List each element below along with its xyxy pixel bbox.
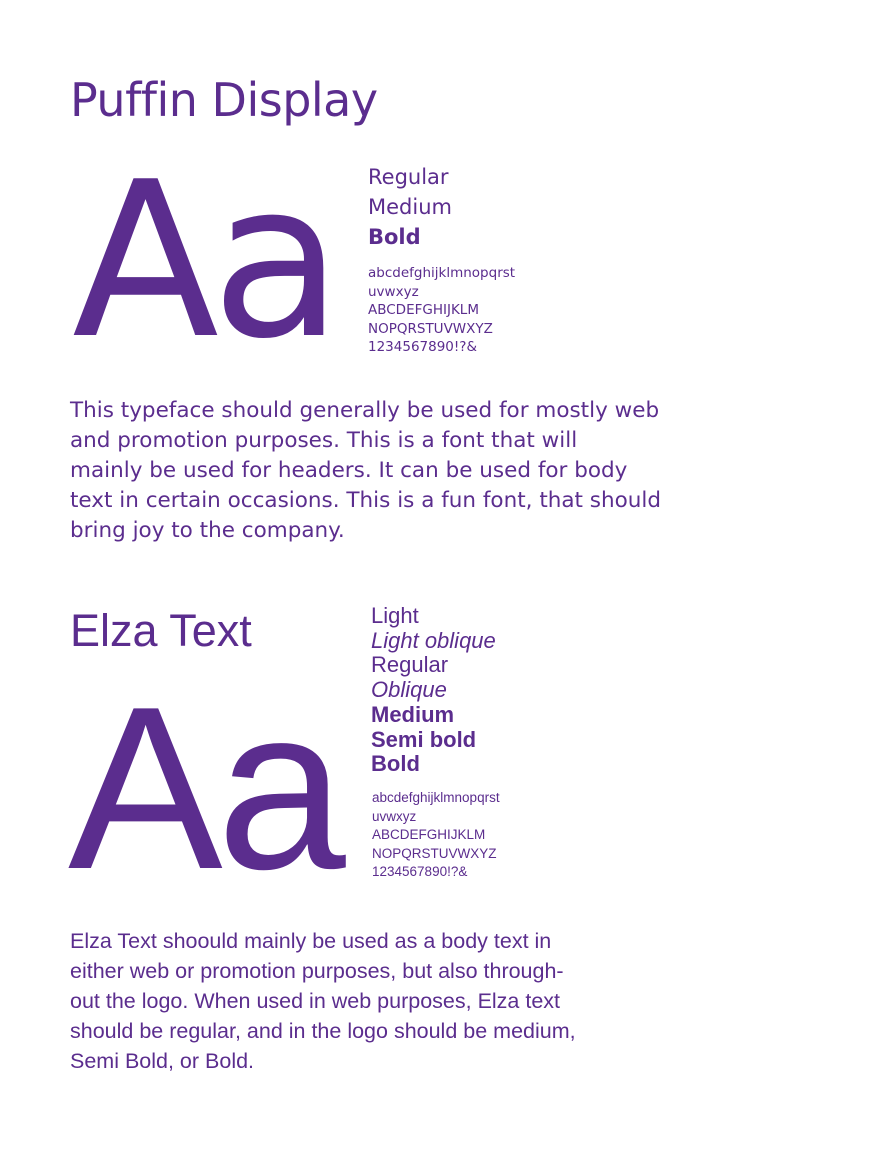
elza-description-line: should be regular, and in the logo should be medium, bbox=[70, 1019, 576, 1043]
puffin-weight-medium: Medium bbox=[368, 195, 452, 219]
puffin-description-line: and promotion purposes. This is a font that will bbox=[70, 428, 578, 453]
elza-weight-semibold: Semi bold bbox=[371, 726, 477, 752]
puffin-display-title: Puffin Display bbox=[70, 73, 378, 127]
elza-specimen-glyphs: Aa bbox=[68, 659, 340, 918]
puffin-charset bbox=[368, 264, 515, 357]
elza-weight-bold: Bold bbox=[371, 751, 420, 777]
elza-charset-line: uvwxyz bbox=[372, 808, 417, 824]
elza-description bbox=[70, 926, 710, 1076]
puffin-charset-line: uvwxyz bbox=[368, 283, 419, 300]
elza-description-line: Semi Bold, or Bold. bbox=[70, 1049, 255, 1073]
elza-charset-line: ABCDEFGHIJKLM bbox=[372, 827, 486, 842]
puffin-charset-line: NOPQRSTUVWXYZ bbox=[368, 320, 493, 337]
puffin-weight-regular: Regular bbox=[368, 165, 449, 189]
puffin-description-line: bring joy to the company. bbox=[70, 518, 345, 543]
elza-weight-light: Light bbox=[371, 603, 419, 628]
puffin-charset-line: 1234567890!?& bbox=[368, 339, 477, 355]
puffin-specimen-glyphs: Aa bbox=[72, 135, 335, 386]
puffin-charset-line: ABCDEFGHIJKLM bbox=[368, 302, 479, 318]
elza-weight-regular: Regular bbox=[371, 652, 449, 678]
puffin-description-line: This typeface should generally be used for mostly web bbox=[70, 398, 660, 423]
elza-weight-light-oblique: Light oblique bbox=[371, 627, 496, 653]
puffin-weights-list bbox=[368, 162, 452, 252]
elza-description-line: Elza Text shoould mainly be used as a body text in bbox=[70, 929, 552, 953]
elza-description-line: out the logo. When used in web purposes, Elza text bbox=[70, 989, 561, 1013]
elza-weight-medium: Medium bbox=[371, 701, 455, 727]
elza-weights-list bbox=[371, 604, 496, 777]
elza-text-title: Elza Text bbox=[70, 605, 252, 656]
puffin-description-line: text in certain occasions. This is a fun font, that should bbox=[70, 488, 662, 513]
puffin-weight-bold: Bold bbox=[368, 225, 421, 249]
elza-charset-line: NOPQRSTUVWXYZ bbox=[372, 845, 497, 861]
puffin-description bbox=[70, 396, 710, 546]
puffin-description-line: mainly be used for headers. It can be used for body bbox=[70, 458, 628, 483]
elza-charset-line: abcdefghijklmnopqrst bbox=[372, 790, 500, 805]
elza-description-line: either web or promotion purposes, but also through- bbox=[70, 959, 564, 983]
elza-charset-line: 1234567890!?& bbox=[372, 864, 468, 879]
elza-charset bbox=[372, 789, 500, 882]
puffin-charset-line: abcdefghijklmnopqrst bbox=[368, 265, 516, 281]
elza-weight-oblique: Oblique bbox=[371, 677, 447, 703]
